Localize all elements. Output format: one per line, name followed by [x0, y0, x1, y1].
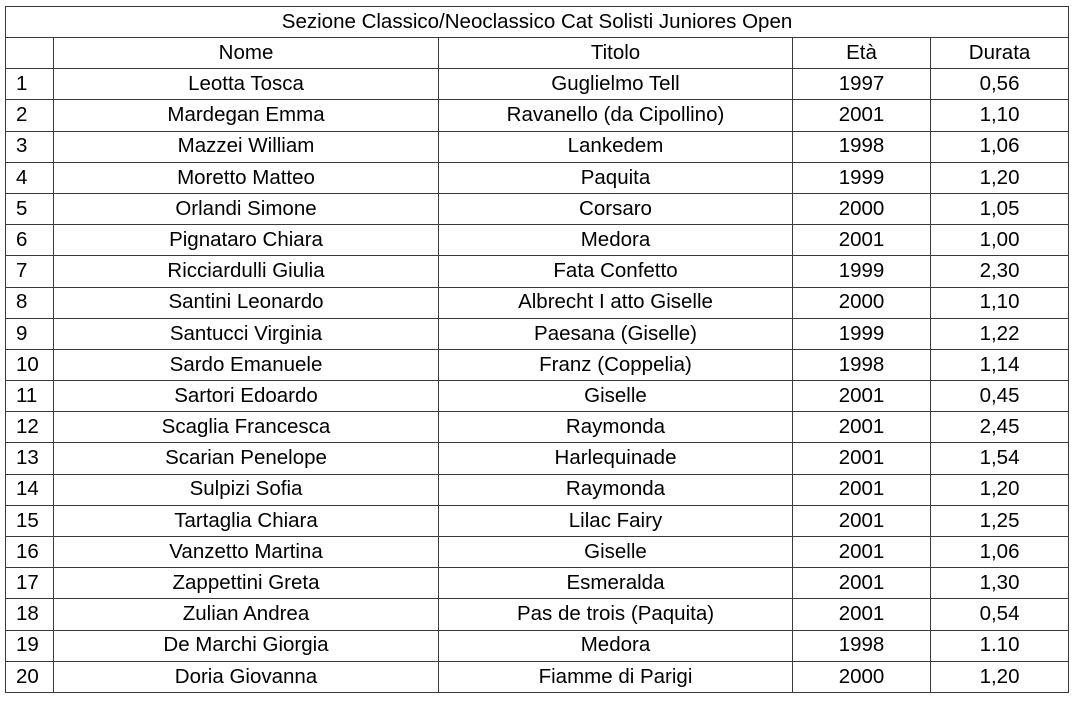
titolo-cell: Fiamme di Parigi [439, 661, 793, 692]
title-row [6, 7, 1069, 38]
nome-cell: Sulpizi Sofia [54, 474, 439, 505]
durata-cell: 1,20 [931, 474, 1069, 505]
table-row [6, 443, 1069, 474]
nome-cell: Sardo Emanuele [54, 349, 439, 380]
durata-cell: 1,10 [931, 100, 1069, 131]
eta-cell: 2001 [793, 412, 931, 443]
table-row [6, 349, 1069, 380]
row-number: 18 [6, 599, 54, 630]
durata-cell: 1,00 [931, 225, 1069, 256]
header-durata: Durata [931, 38, 1069, 69]
table-row [6, 505, 1069, 536]
header-nome: Nome [54, 38, 439, 69]
titolo-cell: Harlequinade [439, 443, 793, 474]
row-number: 1 [6, 69, 54, 100]
titolo-cell: Giselle [439, 381, 793, 412]
titolo-cell: Giselle [439, 537, 793, 568]
eta-cell: 2001 [793, 568, 931, 599]
table-row [6, 661, 1069, 692]
durata-cell: 1,20 [931, 661, 1069, 692]
table-row [6, 193, 1069, 224]
eta-cell: 1998 [793, 630, 931, 661]
eta-cell: 1999 [793, 318, 931, 349]
table-body [6, 7, 1069, 693]
eta-cell: 2000 [793, 287, 931, 318]
nome-cell: Doria Giovanna [54, 661, 439, 692]
row-number: 13 [6, 443, 54, 474]
durata-cell: 1,54 [931, 443, 1069, 474]
nome-cell: Santucci Virginia [54, 318, 439, 349]
header-titolo: Titolo [439, 38, 793, 69]
eta-cell: 1999 [793, 162, 931, 193]
header-eta: Età [793, 38, 931, 69]
titolo-cell: Esmeralda [439, 568, 793, 599]
row-number: 5 [6, 193, 54, 224]
titolo-cell: Lilac Fairy [439, 505, 793, 536]
table-row [6, 162, 1069, 193]
table-title: Sezione Classico/Neoclassico Cat Solisti Juniores Open [6, 7, 1069, 38]
row-number: 16 [6, 537, 54, 568]
table-row [6, 225, 1069, 256]
eta-cell: 2001 [793, 381, 931, 412]
titolo-cell: Raymonda [439, 412, 793, 443]
table-row [6, 69, 1069, 100]
nome-cell: Moretto Matteo [54, 162, 439, 193]
table-row [6, 318, 1069, 349]
eta-cell: 2001 [793, 443, 931, 474]
row-number: 6 [6, 225, 54, 256]
durata-cell: 1,30 [931, 568, 1069, 599]
nome-cell: Sartori Edoardo [54, 381, 439, 412]
eta-cell: 1998 [793, 131, 931, 162]
row-number: 9 [6, 318, 54, 349]
durata-cell: 1,20 [931, 162, 1069, 193]
nome-cell: Orlandi Simone [54, 193, 439, 224]
eta-cell: 2000 [793, 193, 931, 224]
row-number: 12 [6, 412, 54, 443]
nome-cell: Scaglia Francesca [54, 412, 439, 443]
table-row [6, 630, 1069, 661]
titolo-cell: Albrecht I atto Giselle [439, 287, 793, 318]
row-number: 11 [6, 381, 54, 412]
table-row [6, 287, 1069, 318]
row-number: 2 [6, 100, 54, 131]
row-number: 15 [6, 505, 54, 536]
nome-cell: Tartaglia Chiara [54, 505, 439, 536]
table-row [6, 100, 1069, 131]
titolo-cell: Raymonda [439, 474, 793, 505]
table-row [6, 256, 1069, 287]
row-number: 14 [6, 474, 54, 505]
nome-cell: Zappettini Greta [54, 568, 439, 599]
eta-cell: 2001 [793, 505, 931, 536]
durata-cell: 0,54 [931, 599, 1069, 630]
eta-cell: 2000 [793, 661, 931, 692]
titolo-cell: Fata Confetto [439, 256, 793, 287]
nome-cell: Scarian Penelope [54, 443, 439, 474]
titolo-cell: Guglielmo Tell [439, 69, 793, 100]
eta-cell: 2001 [793, 537, 931, 568]
durata-cell: 1,22 [931, 318, 1069, 349]
durata-cell: 2,30 [931, 256, 1069, 287]
nome-cell: Mardegan Emma [54, 100, 439, 131]
row-number: 3 [6, 131, 54, 162]
nome-cell: Leotta Tosca [54, 69, 439, 100]
header-row [6, 38, 1069, 69]
eta-cell: 1997 [793, 69, 931, 100]
durata-cell: 1,06 [931, 131, 1069, 162]
nome-cell: Zulian Andrea [54, 599, 439, 630]
table-row [6, 599, 1069, 630]
nome-cell: Ricciardulli Giulia [54, 256, 439, 287]
titolo-cell: Franz (Coppelia) [439, 349, 793, 380]
eta-cell: 2001 [793, 474, 931, 505]
nome-cell: De Marchi Giorgia [54, 630, 439, 661]
titolo-cell: Ravanello (da Cipollino) [439, 100, 793, 131]
durata-cell: 1,14 [931, 349, 1069, 380]
durata-cell: 1.10 [931, 630, 1069, 661]
table-row [6, 131, 1069, 162]
row-number: 17 [6, 568, 54, 599]
table-row [6, 412, 1069, 443]
table-row [6, 568, 1069, 599]
titolo-cell: Pas de trois (Paquita) [439, 599, 793, 630]
titolo-cell: Lankedem [439, 131, 793, 162]
nome-cell: Vanzetto Martina [54, 537, 439, 568]
titolo-cell: Corsaro [439, 193, 793, 224]
titolo-cell: Paquita [439, 162, 793, 193]
eta-cell: 1999 [793, 256, 931, 287]
durata-cell: 0,56 [931, 69, 1069, 100]
nome-cell: Santini Leonardo [54, 287, 439, 318]
titolo-cell: Paesana (Giselle) [439, 318, 793, 349]
durata-cell: 2,45 [931, 412, 1069, 443]
durata-cell: 1,10 [931, 287, 1069, 318]
table-row [6, 381, 1069, 412]
row-number: 4 [6, 162, 54, 193]
durata-cell: 1,05 [931, 193, 1069, 224]
durata-cell: 0,45 [931, 381, 1069, 412]
competitors-table [5, 6, 1069, 693]
row-number: 20 [6, 661, 54, 692]
durata-cell: 1,06 [931, 537, 1069, 568]
table-row [6, 474, 1069, 505]
durata-cell: 1,25 [931, 505, 1069, 536]
row-number: 19 [6, 630, 54, 661]
eta-cell: 2001 [793, 599, 931, 630]
eta-cell: 2001 [793, 100, 931, 131]
table-row [6, 537, 1069, 568]
eta-cell: 1998 [793, 349, 931, 380]
nome-cell: Mazzei William [54, 131, 439, 162]
row-number: 7 [6, 256, 54, 287]
titolo-cell: Medora [439, 630, 793, 661]
titolo-cell: Medora [439, 225, 793, 256]
nome-cell: Pignataro Chiara [54, 225, 439, 256]
eta-cell: 2001 [793, 225, 931, 256]
row-number: 8 [6, 287, 54, 318]
header-num-cell [6, 38, 54, 69]
row-number: 10 [6, 349, 54, 380]
